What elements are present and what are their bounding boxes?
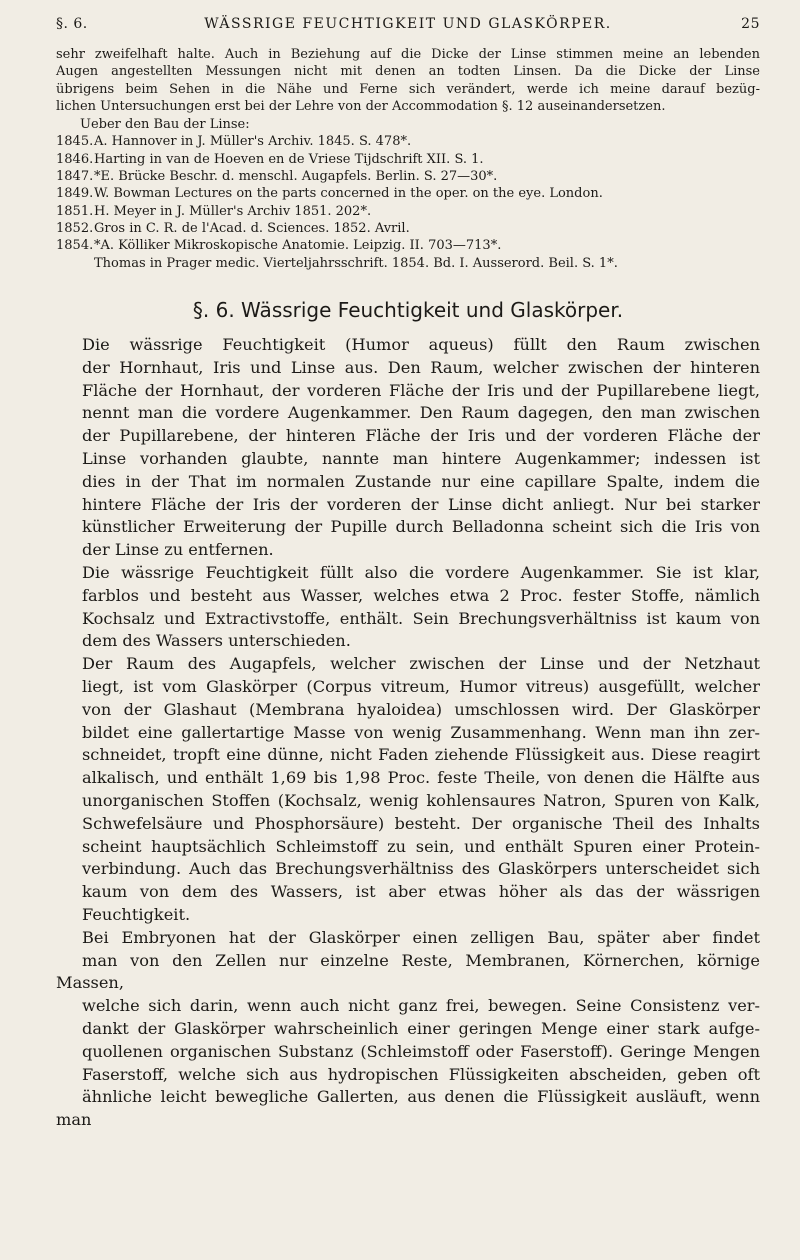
text-line: dem des Wassers unterschieden. [82,631,351,651]
text-line: liegt, ist vom Glaskörper (Corpus vitreum, Humor vitreus) ausgefüllt, welcher [82,676,760,696]
running-title: WÄSSRIGE FEUCHTIGKEIT UND GLASKÖRPER. [204,16,612,32]
reference-item: 1854.*A. Kölliker Mikroskopische Anatomie. Leipzig. II. 703—713*. [56,238,502,254]
text-line: lichen Untersuchungen erst bei der Lehre von der Accommodation §. 12 auseinandersetzen. [56,98,666,114]
reference-item: 1846.Harting in van de Hoeven en de Vriese Tijdschrift XII. S. 1. [56,151,484,167]
text-line: der Pupillarebene, der hinteren Fläche der Iris und der vorderen Fläche der [82,426,760,446]
intro-paragraph [56,46,760,115]
text-line: Feuchtigkeit. [82,904,191,924]
reference-list [56,133,760,271]
text-line: Die wässrige Feuchtigkeit füllt also die vordere Augenkammer. Sie ist klar, [82,562,760,582]
text-line: übrigens beim Sehen in die Nähe und Ferne sich verändert, werde ich meine darauf bezüg- [56,81,760,97]
page-number: 25 [741,16,760,32]
text-line: unorganischen Stoffen (Kochsalz, wenig kohlensaures Natron, Spuren von Kalk, [82,790,760,810]
text-line: sehr zweifelhaft halte. Auch in Beziehung auf die Dicke der Linse stimmen meine an lebenden [56,47,760,62]
intro-block [56,46,760,272]
text-line: scheint hauptsächlich Schleimstoff zu sein, und enthält Spuren einer Protein- [82,836,760,856]
text-line: dies in der That im normalen Zustande nur eine capillare Spalte, indem die [82,471,760,491]
text-line: kaum von dem des Wassers, ist aber etwas höher als das der wässrigen [82,882,760,902]
text-line: der Hornhaut, Iris und Linse aus. Den Raum, welcher zwischen der hinteren [82,357,760,377]
reference-item: 1852.Gros in C. R. de l'Acad. d. Sciences. 1852. Avril. [56,220,410,236]
text-line: Schwefelsäure und Phosphorsäure) besteht. Der organische Theil des Inhalts [82,813,760,833]
main-text [56,334,760,1132]
text-line: Bei Embryonen hat der Glaskörper einen zelligen Bau, später aber findet [82,927,760,947]
text-line: künstlicher Erweiterung der Pupille durch Belladonna scheint sich die Iris von [82,517,760,537]
text-line: Faserstoff, welche sich aus hydropischen Flüssigkeiten abscheiden, geben oft [82,1064,760,1084]
text-line: Die wässrige Feuchtigkeit (Humor aqueus) füllt den Raum zwischen [82,335,760,354]
paragraph-3 [56,653,760,927]
text-line: Augen angestellten Messungen nicht mit denen an todten Linsen. Da die Dicke der Linse [56,64,760,80]
text-line: nennt man die vordere Augenkammer. Den Raum dagegen, den man zwischen [82,403,760,423]
text-line: hintere Fläche der Iris der vorderen der Linse dicht anliegt. Nur bei starker [82,494,760,514]
paragraph-2 [56,562,760,653]
reference-item: 1851.H. Meyer in J. Müller's Archiv 1851. 202*. [56,203,372,219]
text-line: ähnliche leicht bewegliche Gallerten, aus denen die Flüssigkeit ausläuft, wenn man [56,1087,760,1130]
text-line: schneidet, tropft eine dünne, nicht Faden ziehende Flüssigkeit aus. Diese reagirt [82,745,760,765]
text-line: quollenen organischen Substanz (Schleimstoff oder Faserstoff). Geringe Mengen [82,1041,760,1061]
text-line: Linse vorhanden glaubte, nannte man hintere Augenkammer; indessen ist [82,448,760,468]
text-line: welche sich darin, wenn auch nicht ganz frei, bewegen. Seine Consistenz ver- [82,996,760,1016]
text-line: Kochsalz und Extractivstoffe, enthält. Sein Brechungsverhältniss ist kaum von [82,608,760,628]
reference-item: 1847.*E. Brücke Beschr. d. menschl. Augapfels. Berlin. S. 27—30*. [56,169,498,185]
reference-item: 1849.W. Bowman Lectures on the parts concerned in the oper. on the eye. London. [56,186,603,202]
paragraph-1 [56,334,760,562]
text-line: Fläche der Hornhaut, der vorderen Fläche der Iris und der Pupillarebene liegt, [82,380,760,400]
running-head [56,12,760,38]
section-number: §. 6. [56,16,88,32]
text-line: verbindung. Auch das Brechungsverhältniss des Glaskörpers unterscheidet sich [82,859,760,879]
paragraph-4 [56,927,760,1132]
section-heading: §. 6. Wässrige Feuchtigkeit und Glaskörper. [192,298,624,322]
text-line: alkalisch, und enthält 1,69 bis 1,98 Proc. feste Theile, von denen die Hälfte aus [82,768,760,788]
lens-heading: Ueber den Bau der Linse: [80,117,250,133]
text-line: man von den Zellen nur einzelne Reste, Membranen, Körnerchen, körnige Massen, [56,950,760,993]
text-line: der Linse zu entfernen. [82,540,274,560]
reference-item: 1845.A. Hannover in J. Müller's Archiv. 1845. S. 478*. [56,134,412,150]
reference-item: Thomas in Prager medic. Vierteljahrsschrift. 1854. Bd. I. Ausserord. Beil. S. 1*. [94,255,618,271]
text-line: farblos und besteht aus Wasser, welches etwa 2 Proc. fester Stoffe, nämlich [82,585,760,605]
text-line: dankt der Glaskörper wahrscheinlich einer geringen Menge einer stark aufge- [82,1018,760,1038]
text-line: Der Raum des Augapfels, welcher zwischen der Linse und der Netzhaut [82,654,760,674]
text-line: von der Glashaut (Membrana hyaloidea) umschlossen wird. Der Glaskörper [82,699,760,719]
text-line: bildet eine gallertartige Masse von wenig Zusammenhang. Wenn man ihn zer- [82,722,760,742]
